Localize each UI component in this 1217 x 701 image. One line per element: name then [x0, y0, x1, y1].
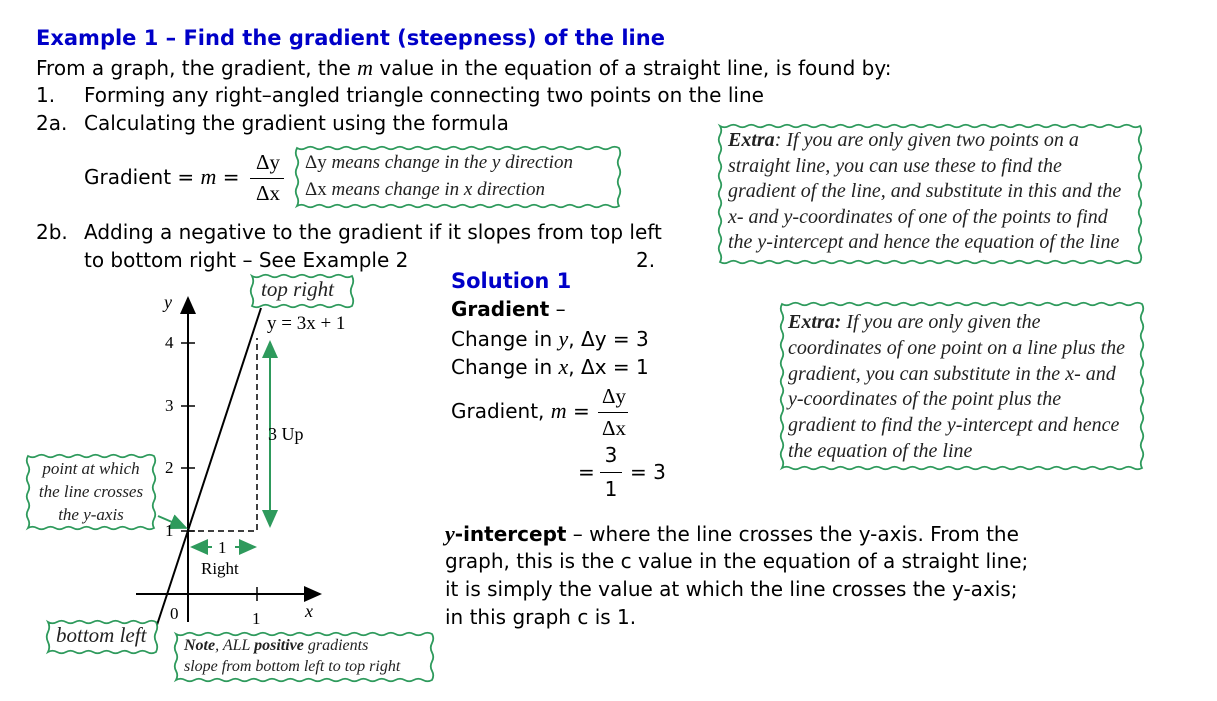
- step-2b-line-1: Adding a negative to the gradient if it slopes from top left: [84, 220, 662, 244]
- delta-x-definition: Δx means change in x direction: [305, 179, 546, 200]
- y-axis-label: y: [164, 292, 172, 312]
- right-label: Right: [201, 559, 239, 578]
- equals-sign: =: [578, 460, 595, 484]
- formula-denominator: Δx: [255, 181, 280, 205]
- right-count-label: 1: [218, 538, 227, 557]
- step-2b-number: 2b.: [36, 220, 68, 244]
- extra-note-1-text: Extra: If you are only given two points on a straight line, you can use these to find the gradient of the line, and substitute in this and the x- and y-coordinates of one of the points to find the y-intercept and hence the equation of the line: [728, 129, 1122, 253]
- top-right-label: [250, 274, 354, 308]
- step-1-text: Forming any right–angled triangle connecting two points on the line: [84, 83, 764, 107]
- value-numerator: 3: [604, 443, 618, 467]
- gradient-heading: Gradient –: [451, 297, 566, 321]
- y-tick-label-4: 4: [165, 333, 174, 352]
- top-right-text: top right: [261, 277, 334, 301]
- step-1-number: 1.: [36, 83, 56, 107]
- solution-denominator: Δx: [601, 416, 626, 440]
- crossing-point-note: [26, 454, 156, 530]
- change-in-x: Change in x, Δx = 1: [451, 354, 649, 379]
- formula-numerator: Δy: [255, 150, 280, 174]
- value-denominator: 1: [604, 477, 618, 501]
- solution-title: Solution 1: [451, 269, 572, 293]
- gradient-result: = 3: [630, 460, 666, 484]
- extra-note-2-text: Extra: If you are only given the coordinates of one point on a line plus the gradient, you can substitute in the x- and y-coordinates of the point plus the gradient to find the y-intercept and hence the equation of the line: [788, 311, 1126, 462]
- x-axis-label: x: [305, 601, 313, 621]
- step-2b-line-2: to bottom right – See Example 2: [84, 248, 409, 272]
- line-equation-label: y = 3x + 1: [267, 313, 346, 334]
- intercept-line-1: y-intercept – where the line crosses the y-axis. From the: [445, 521, 1019, 546]
- step-2a-number: 2a.: [36, 111, 68, 135]
- gradient-formula-label: Gradient = m =: [84, 164, 240, 189]
- page-title: Example 1 – Find the gradient (steepness) of the line: [36, 26, 665, 50]
- step-2a-text: Calculating the gradient using the formula: [84, 111, 509, 135]
- y-tick-label-2: 2: [165, 458, 174, 477]
- solution-numerator: Δy: [601, 384, 626, 408]
- y-tick-label-3: 3: [165, 396, 174, 415]
- crossing-point-text: point at which the line crosses the y-axis: [38, 459, 144, 524]
- bottom-left-label: [46, 620, 158, 654]
- positive-gradient-note: [174, 632, 434, 682]
- bottom-left-text: bottom left: [56, 623, 147, 647]
- origin-label: 0: [170, 604, 179, 623]
- change-in-y: Change in y, Δy = 3: [451, 326, 649, 351]
- positive-gradient-text: Note, ALL positive gradients slope from bottom left to top right: [184, 637, 401, 675]
- intro-text: From a graph, the gradient, the m value in the equation of a straight line, is found by:: [36, 55, 892, 80]
- up-label: 3 Up: [268, 424, 304, 444]
- delta-y-definition: Δy means change in the y direction: [305, 152, 573, 173]
- x-tick-label-1: 1: [252, 609, 261, 628]
- intercept-line-2: graph, this is the c value in the equation of a straight line;: [445, 549, 1029, 573]
- example-2-reference: 2.: [636, 248, 656, 272]
- solution-gradient-label: Gradient, m =: [451, 398, 590, 423]
- intercept-line-3: it is simply the value at which the line crosses the y-axis;: [445, 577, 1018, 601]
- y-tick-label-1: 1: [165, 521, 174, 540]
- intercept-line-4: in this graph c is 1.: [445, 605, 637, 629]
